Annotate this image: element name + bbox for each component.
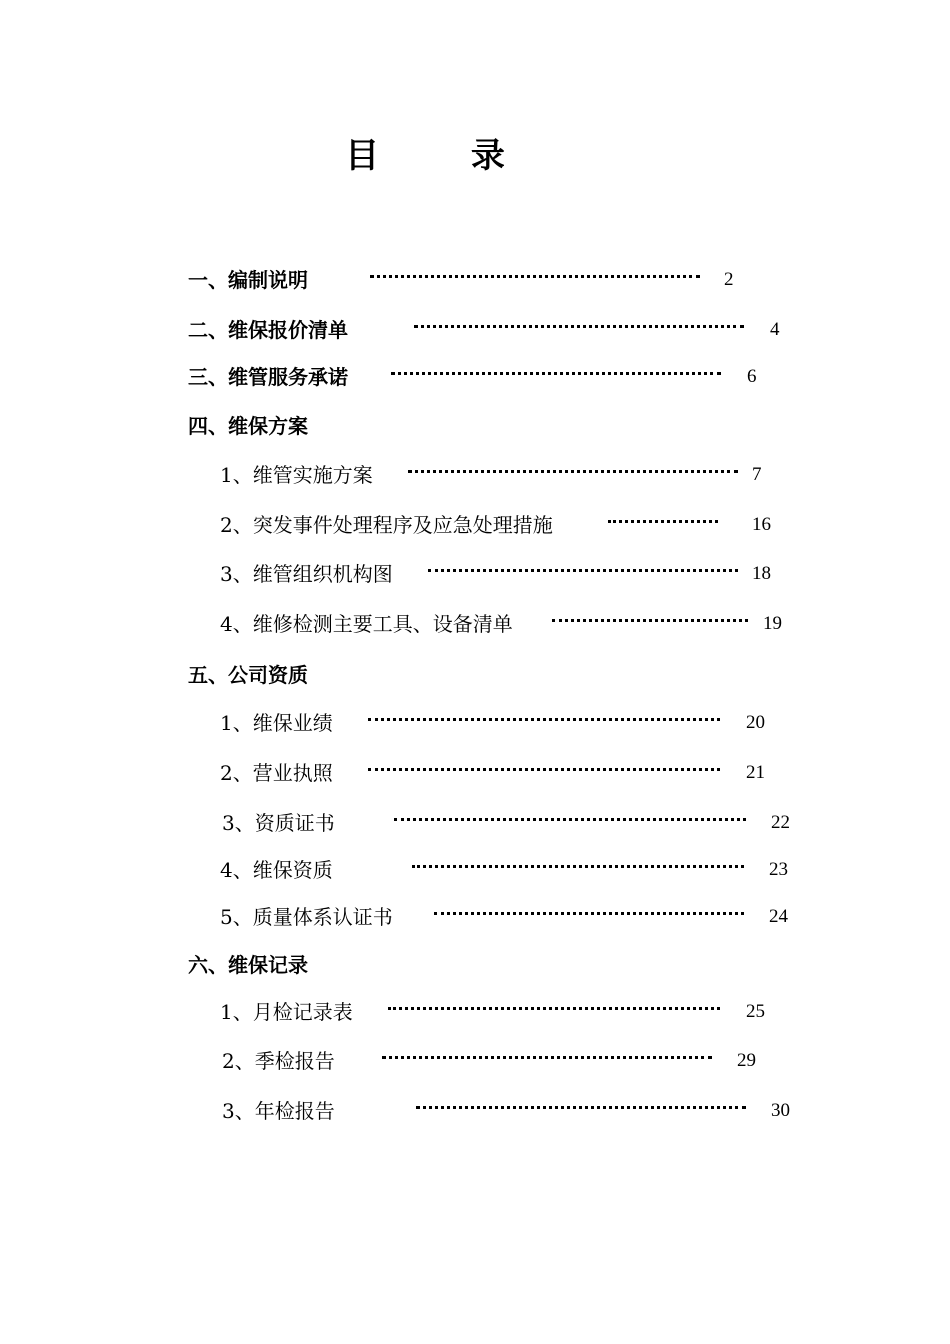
toc-page-number: 24 bbox=[769, 906, 788, 927]
toc-page-number: 19 bbox=[763, 613, 782, 634]
toc-page-number: 23 bbox=[769, 859, 788, 880]
toc-entry-label: 3、资质证书 bbox=[222, 811, 335, 835]
toc-page-number: 6 bbox=[747, 366, 757, 387]
toc-page-number: 22 bbox=[771, 812, 790, 833]
toc-page-number: 21 bbox=[746, 762, 765, 783]
toc-page-number: 16 bbox=[752, 514, 771, 535]
toc-entry-label: 2、季检报告 bbox=[222, 1049, 335, 1073]
toc-leader-dots bbox=[370, 273, 700, 278]
toc-leader-dots bbox=[382, 1054, 712, 1059]
toc-page-number: 29 bbox=[737, 1050, 756, 1071]
toc-leader-dots bbox=[388, 1005, 720, 1010]
toc-leader-dots bbox=[394, 816, 746, 821]
toc-entry-label: 四、维保方案 bbox=[188, 414, 308, 438]
toc-leader-dots bbox=[368, 716, 720, 721]
toc-page-number: 20 bbox=[746, 712, 765, 733]
toc-entry-label: 5、质量体系认证书 bbox=[220, 905, 393, 929]
toc-page-number: 7 bbox=[752, 464, 762, 485]
toc-entry-label: 六、维保记录 bbox=[188, 953, 308, 977]
toc-leader-dots bbox=[391, 370, 721, 375]
toc-page-number: 30 bbox=[771, 1100, 790, 1121]
page-title: 目 录 bbox=[345, 136, 545, 176]
toc-leader-dots bbox=[368, 766, 720, 771]
toc-page-number: 25 bbox=[746, 1001, 765, 1022]
toc-leader-dots bbox=[414, 323, 744, 328]
toc-page-number: 4 bbox=[770, 319, 780, 340]
toc-leader-dots bbox=[408, 468, 738, 473]
toc-entry-label: 3、维管组织机构图 bbox=[220, 562, 393, 586]
toc-entry-label: 2、突发事件处理程序及应急处理措施 bbox=[220, 513, 553, 537]
toc-leader-dots bbox=[416, 1104, 746, 1109]
toc-entry-label: 一、编制说明 bbox=[188, 268, 308, 292]
toc-entry-label: 1、维保业绩 bbox=[220, 711, 333, 735]
toc-leader-dots bbox=[608, 518, 718, 523]
toc-entry-label: 三、维管服务承诺 bbox=[188, 365, 348, 389]
toc-entry-label: 1、月检记录表 bbox=[220, 1000, 353, 1024]
toc-page-number: 2 bbox=[724, 269, 734, 290]
toc-entry-label: 2、营业执照 bbox=[220, 761, 333, 785]
toc-entry-label: 4、维修检测主要工具、设备清单 bbox=[220, 612, 513, 636]
toc-entry-label: 1、维管实施方案 bbox=[220, 463, 373, 487]
toc-entry-label: 二、维保报价清单 bbox=[188, 318, 348, 342]
toc-page-number: 18 bbox=[752, 563, 771, 584]
toc-leader-dots bbox=[428, 567, 738, 572]
toc-entry-label: 3、年检报告 bbox=[222, 1099, 335, 1123]
toc-leader-dots bbox=[434, 910, 744, 915]
toc-leader-dots bbox=[412, 863, 744, 868]
toc-entry-label: 4、维保资质 bbox=[220, 858, 333, 882]
toc-leader-dots bbox=[552, 617, 748, 622]
toc-entry-label: 五、公司资质 bbox=[188, 663, 308, 687]
